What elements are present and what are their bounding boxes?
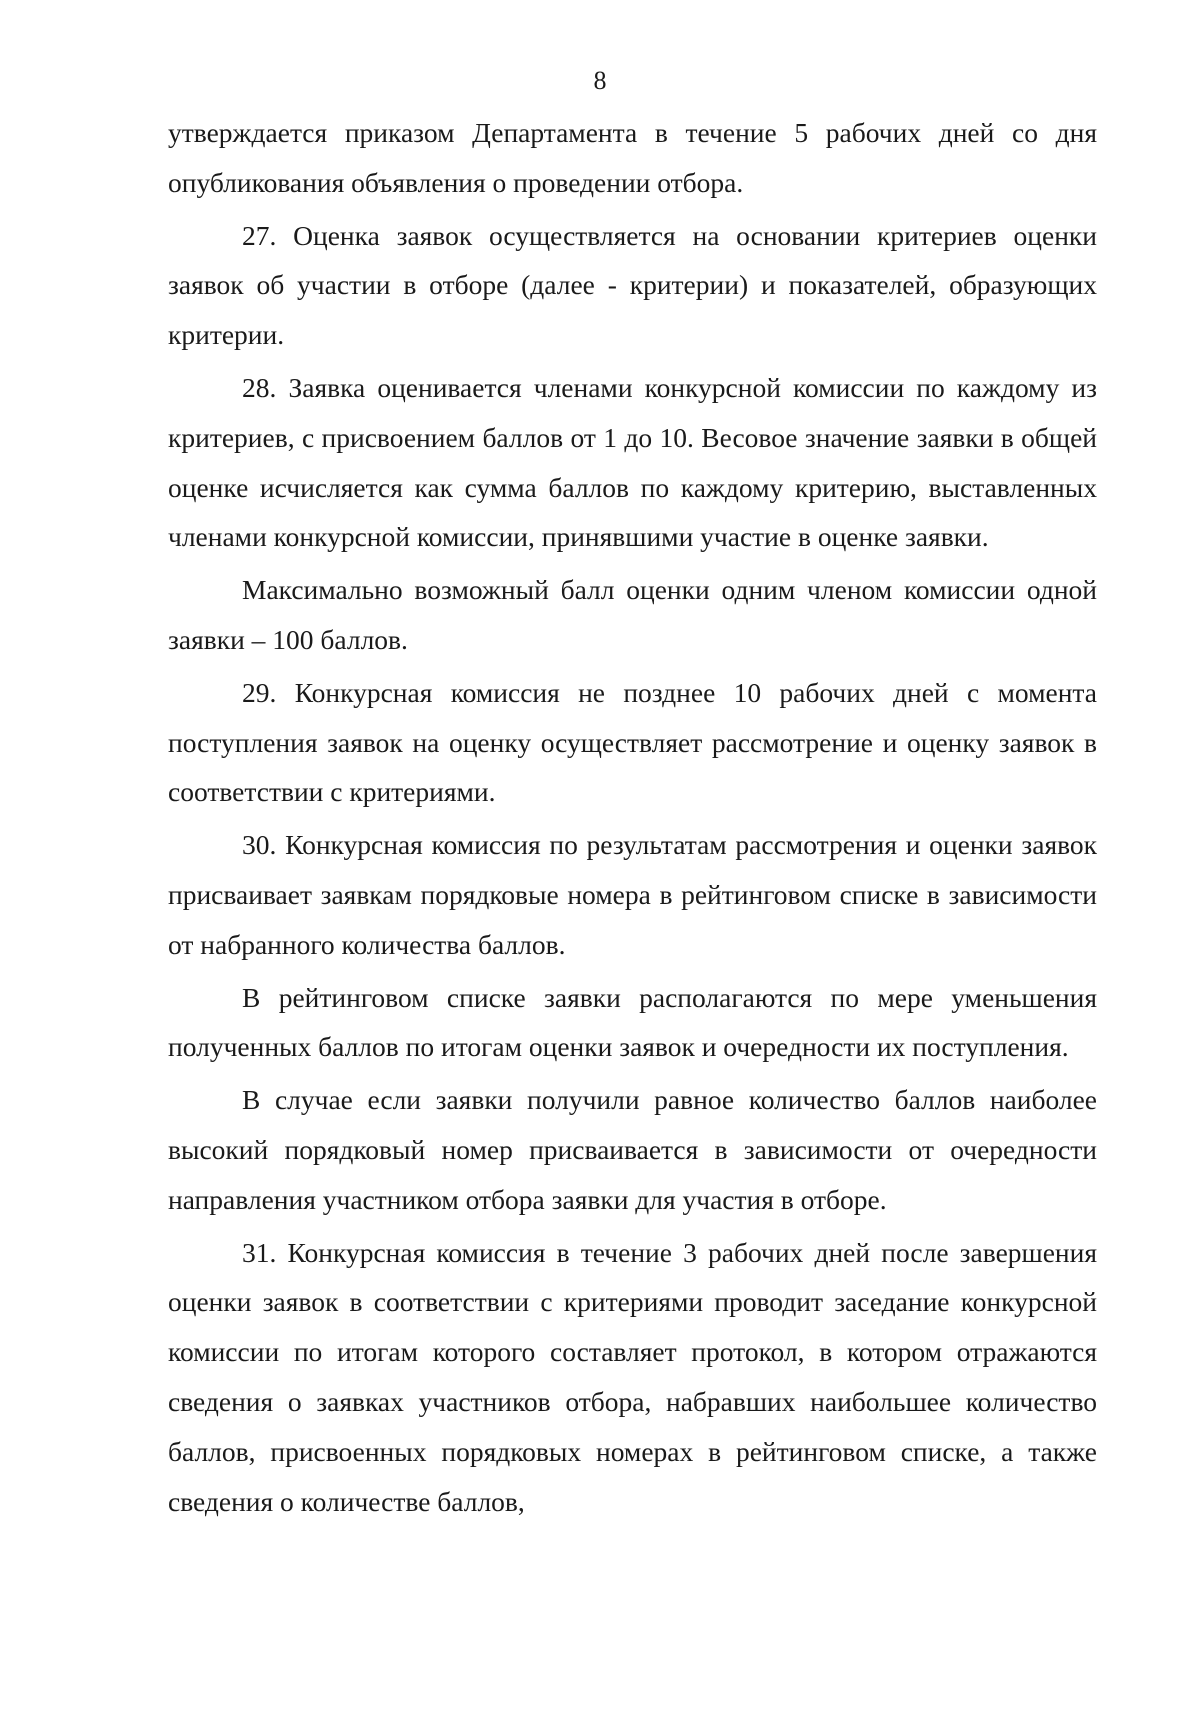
paragraph-equal-scores: В случае если заявки получили равное количество баллов наиболее высокий порядковый номер присваивается в зависимости от очередности направления участником отбора заявки для участия в отборе.: [168, 1084, 1097, 1215]
paragraph-clause-28: 28. Заявка оценивается членами конкурсной комиссии по каждому из критериев, с присвоением баллов от 1 до 10. Весовое значение заявки в общей оценке исчисляется как сумма баллов по каждому критерию, выставленных членами конкурсной комиссии, принявшими участие в оценке заявки.: [168, 371, 1097, 553]
paragraph-clause-30: 30. Конкурсная комиссия по результатам рассмотрения и оценки заявок присваивает заявкам порядковые номера в рейтинговом списке в зависимости от набранного количества баллов.: [168, 829, 1097, 960]
paragraph-continuation: утверждается приказом Департамента в течение 5 рабочих дней со дня опубликования объявления о проведении отбора.: [168, 117, 1097, 198]
paragraph-clause-31: 31. Конкурсная комиссия в течение 3 рабочих дней после завершения оценки заявок в соответствии с критериями проводит заседание конкурсной комиссии по итогам которого составляет протокол, в котором отражаются сведения о заявках участников отбора, набравших наибольшее количество баллов, присвоенных порядковых номерах в рейтинговом списке, а также сведения о количестве баллов,: [168, 1236, 1097, 1517]
paragraph-rating-order: В рейтинговом списке заявки располагаются по мере уменьшения полученных баллов по итогам оценки заявок и очередности их поступления.: [168, 981, 1097, 1063]
paragraph-clause-29: 29. Конкурсная комиссия не позднее 10 рабочих дней с момента поступления заявок на оценку осуществляет рассмотрение и оценку заявок в соответствии с критериями.: [168, 676, 1097, 808]
paragraph-max-score: Максимально возможный балл оценки одним членом комиссии одной заявки – 100 баллов.: [168, 574, 1097, 655]
document-body: [168, 108, 1097, 1526]
page-number: 8: [593, 66, 607, 95]
paragraph-clause-27: 27. Оценка заявок осуществляется на основании критериев оценки заявок об участии в отборе (далее - критерии) и показателей, образующих критерии.: [168, 219, 1097, 351]
